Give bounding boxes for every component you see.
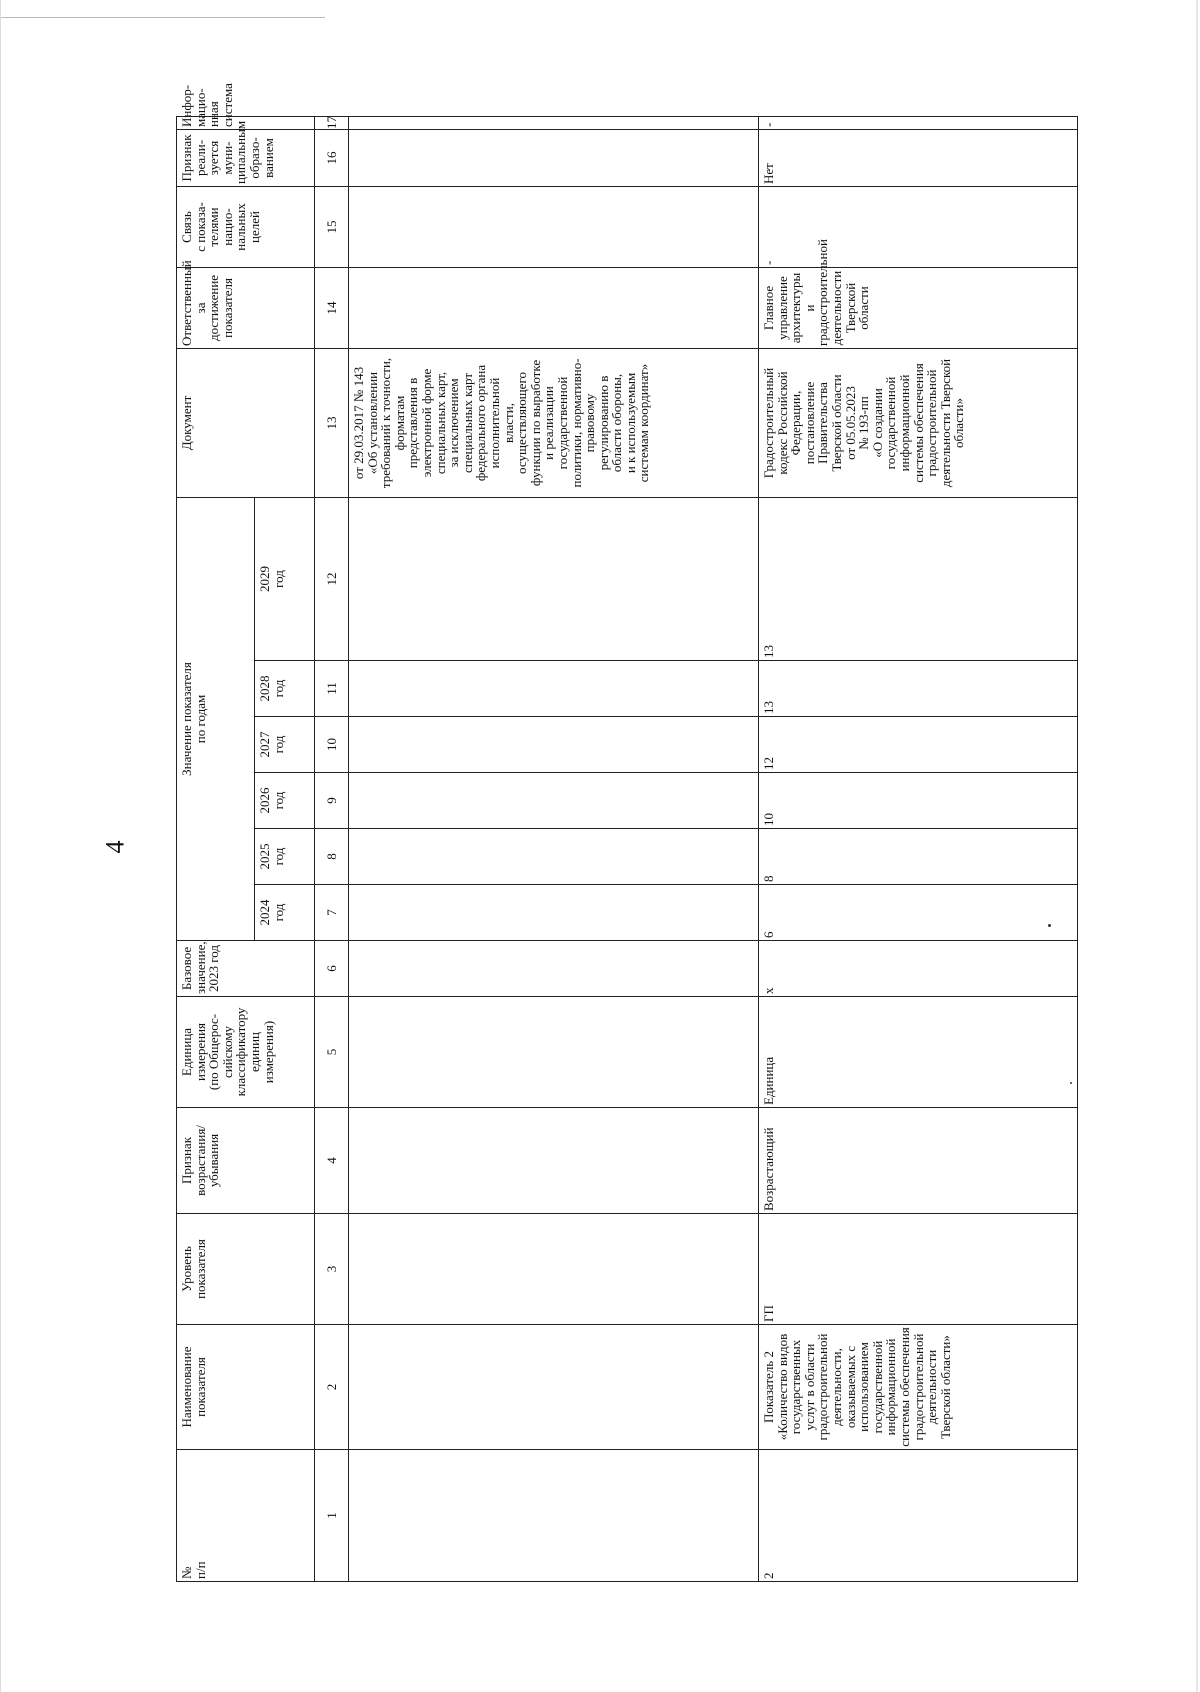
row2-y2025: 8 xyxy=(759,829,1078,885)
indicators-table xyxy=(176,83,1078,1582)
header-year: 2028 год xyxy=(255,661,315,717)
row1-y2026 xyxy=(349,773,759,829)
row1-sign xyxy=(349,1108,759,1214)
column-number: 15 xyxy=(315,186,349,267)
row1-level xyxy=(349,1214,759,1325)
row2-unit: Единица xyxy=(759,997,1078,1108)
row1-y2025 xyxy=(349,829,759,885)
header-row-1 xyxy=(177,117,255,1582)
row1-y2024 xyxy=(349,885,759,941)
row2-base: x xyxy=(759,941,1078,997)
rotated-table-wrapper xyxy=(176,83,1078,1582)
row2-responsible: Главное управление архитектуры и градостроительной деятельности Тверской области xyxy=(759,267,1078,348)
row2-level: ГП xyxy=(759,1214,1078,1325)
row2-link: - xyxy=(759,186,1078,267)
column-number: 14 xyxy=(315,267,349,348)
row2-y2026: 10 xyxy=(759,773,1078,829)
row2-document: Градостроительный кодекс Российской Федерации, постановление Правительства Тверской области от 05.05.2023 № 193-пп «О создании государственной информационной системы обеспечения градостроительной деятельности Тверской области» xyxy=(759,348,1078,497)
header-level: Уровень показателя xyxy=(177,1214,315,1325)
row1-y2027 xyxy=(349,717,759,773)
row1-n xyxy=(349,1450,759,1582)
column-number: 8 xyxy=(315,829,349,885)
column-number: 9 xyxy=(315,773,349,829)
row2-muni: Нет xyxy=(759,129,1078,186)
row1-muni xyxy=(349,129,759,186)
column-number: 3 xyxy=(315,1214,349,1325)
column-number: 2 xyxy=(315,1325,349,1450)
header-unit: Единица измерения (по Общерос- сийскому классификатору единиц измерения) xyxy=(177,997,315,1108)
row2-y2027: 12 xyxy=(759,717,1078,773)
header-info: Инфор- мацио- нная система xyxy=(177,117,315,130)
row1-name xyxy=(349,1325,759,1450)
column-number: 11 xyxy=(315,661,349,717)
row2-n: 2 xyxy=(759,1450,1078,1582)
table-row xyxy=(349,117,759,1582)
column-number: 16 xyxy=(315,129,349,186)
row1-base xyxy=(349,941,759,997)
column-number: 12 xyxy=(315,497,349,660)
column-number-row xyxy=(315,117,349,1582)
scan-edge-right xyxy=(1196,0,1198,1692)
scan-edge-left xyxy=(0,0,1,1692)
header-sign: Признак возрастания/ убывания xyxy=(177,1108,315,1214)
header-muni: Признак реали- зуется муни- ципальным образо- ванием xyxy=(177,129,315,186)
row2-info: - xyxy=(759,117,1078,130)
column-number: 17 xyxy=(315,117,349,130)
page-number: 4 xyxy=(100,840,130,854)
header-n: № п/п xyxy=(177,1450,315,1582)
column-number: 4 xyxy=(315,1108,349,1214)
column-number: 5 xyxy=(315,997,349,1108)
header-year: 2029 год xyxy=(255,497,315,660)
header-name: Наименование показателя xyxy=(177,1325,315,1450)
row2-y2028: 13 xyxy=(759,661,1078,717)
header-resp: Ответственный за достижение показателя xyxy=(177,267,315,348)
header-year: 2027 год xyxy=(255,717,315,773)
header-year: 2024 год xyxy=(255,885,315,941)
row2-y2029: 13 xyxy=(759,497,1078,660)
header-year: 2026 год xyxy=(255,773,315,829)
row1-unit xyxy=(349,997,759,1108)
column-number: 1 xyxy=(315,1450,349,1582)
header-base: Базовое значение, 2023 год xyxy=(177,941,315,997)
row1-link xyxy=(349,186,759,267)
header-year: 2025 год xyxy=(255,829,315,885)
table-row xyxy=(759,117,1078,1582)
column-number: 10 xyxy=(315,717,349,773)
row1-responsible xyxy=(349,267,759,348)
row1-y2028 xyxy=(349,661,759,717)
row2-name: Показатель 2 «Количество видов государственных услуг в области градостроительной деятельности, оказываемых с использованием государственной информационной системы обеспечения градостроительной деятельности Тверской области» xyxy=(759,1325,1078,1450)
column-number: 7 xyxy=(315,885,349,941)
header-doc: Документ xyxy=(177,348,315,497)
scan-edge-line xyxy=(0,17,325,18)
header-values: Значение показателя по годам xyxy=(177,497,255,940)
row2-y2024: 6 xyxy=(759,885,1078,941)
row2-sign: Возрастающий xyxy=(759,1108,1078,1214)
row1-document: от 29.03.2017 № 143 «Об установлении требований к точности, форматам представления в электронной форме специальных карт, за исключением специальных карт федерального органа исполнительной власти, осуществляющего функции по выработке и реализации государственной политики, нормативно- правовому регулированию в области обороны, и к используемым системам координат» xyxy=(349,348,759,497)
header-link: Связь с показа- телями нацио- нальных целей xyxy=(177,186,315,267)
row1-y2029 xyxy=(349,497,759,660)
row1-info xyxy=(349,117,759,130)
column-number: 13 xyxy=(315,348,349,497)
column-number: 6 xyxy=(315,941,349,997)
